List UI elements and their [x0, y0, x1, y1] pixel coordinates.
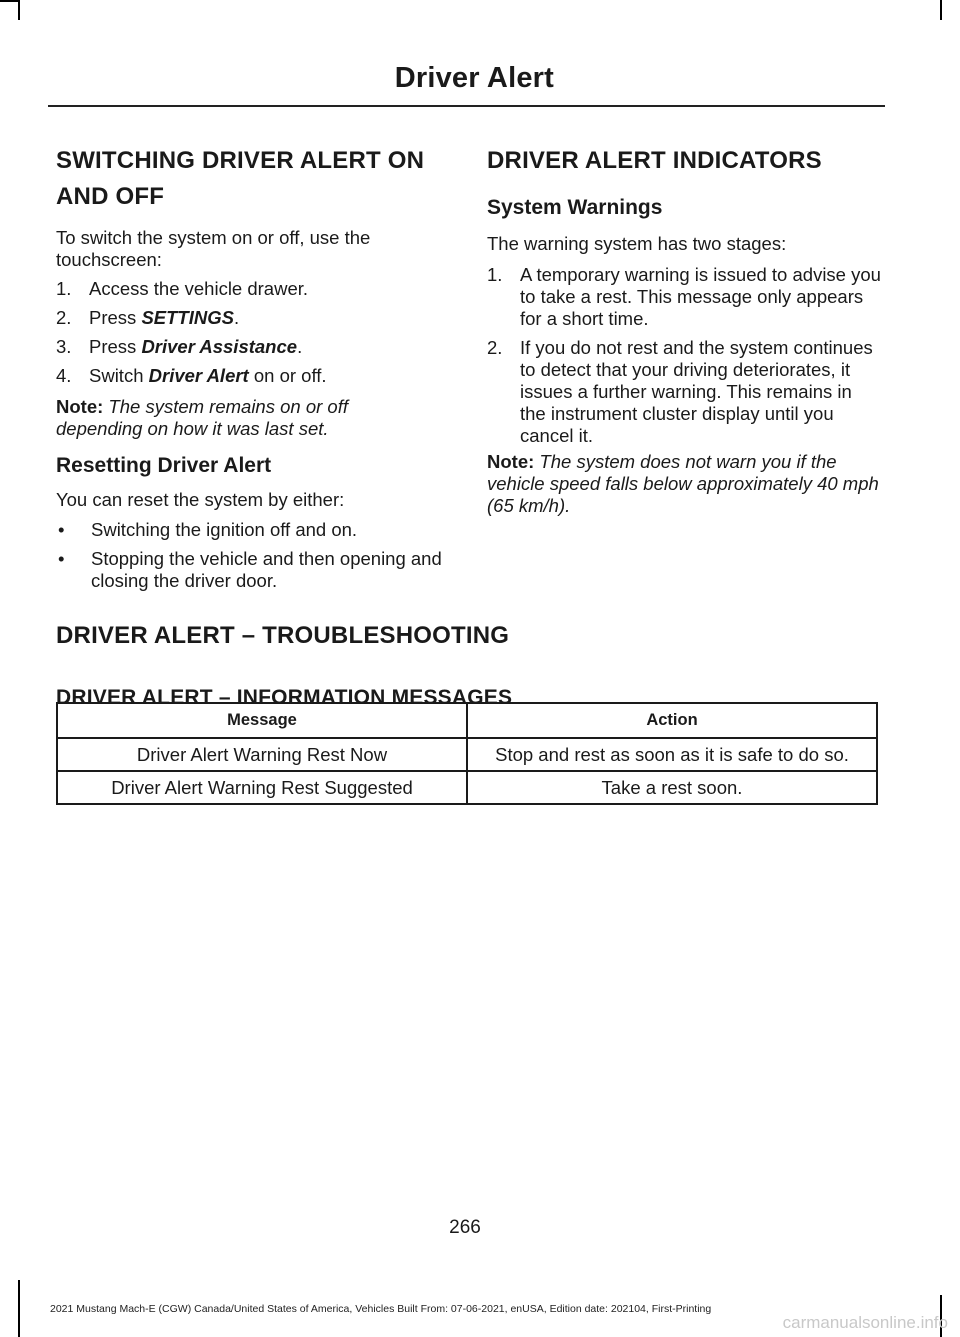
section-subtitle-info-messages: DRIVER ALERT – INFORMATION MESSAGES: [56, 686, 513, 709]
warnings-intro: The warning system has two stages:: [487, 233, 787, 254]
page-header-title: Driver Alert: [394, 62, 554, 94]
list-number: 1.: [56, 278, 72, 299]
list-number: 3.: [56, 336, 72, 357]
title-line-1: SWITCHING DRIVER ALERT ON: [56, 147, 425, 174]
list-item: [56, 548, 451, 592]
table-row: [57, 738, 877, 771]
bullet: •: [58, 548, 65, 569]
list-item: [487, 264, 882, 330]
table-cell: Take a rest soon.: [467, 771, 877, 804]
title-line-2: AND OFF: [56, 183, 165, 210]
note-label: Note:: [56, 396, 104, 417]
section-subtitle-warnings: System Warnings: [487, 196, 663, 219]
table-header-row: [57, 703, 877, 738]
list-text: Access the vehicle drawer.: [89, 278, 309, 299]
note-text: The system remains on or off depending on how it was last set.: [56, 396, 348, 439]
table-cell: Stop and rest as soon as it is safe to do so.: [467, 738, 877, 771]
warning-stages-list: [487, 264, 882, 447]
list-text: Stopping the vehicle and then opening and closing the driver door.: [91, 548, 442, 591]
list-number: 2.: [487, 337, 503, 358]
crop-mark: [18, 1280, 20, 1337]
crop-mark: [18, 0, 20, 20]
column-header-message: Message: [57, 703, 467, 738]
list-number: 1.: [487, 264, 503, 285]
watermark: carmanualsonline.info: [782, 1313, 948, 1332]
list-number: 2.: [56, 307, 72, 328]
header-divider: [48, 105, 885, 107]
list-text: Press SETTINGS.: [89, 307, 240, 328]
note-label: Note:: [487, 451, 535, 472]
column-header-action: Action: [467, 703, 877, 738]
table-cell: Driver Alert Warning Rest Suggested: [57, 771, 467, 804]
page-number: 266: [449, 1217, 481, 1238]
list-text: Switching the ignition off and on.: [91, 519, 358, 540]
table-cell: Driver Alert Warning Rest Now: [57, 738, 467, 771]
reset-bullets: [56, 519, 451, 592]
list-item: [56, 365, 451, 387]
section-title-indicators: DRIVER ALERT INDICATORS: [487, 147, 822, 174]
footer-text: 2021 Mustang Mach-E (CGW) Canada/United States of America, Vehicles Built From: 07-06-2021, enUSA, Edition date: 202104, First-Printing: [50, 1303, 712, 1315]
note: [487, 451, 882, 517]
list-item: [56, 307, 451, 329]
list-text: If you do not rest and the system continues to detect that your driving deteriorates, it issues a further warning. This remains in the instrument cluster display until you cancel it.: [520, 337, 873, 446]
list-item: [56, 278, 451, 300]
list-item: [56, 336, 451, 358]
crop-mark: [940, 0, 942, 20]
list-text: Press Driver Assistance.: [89, 336, 303, 357]
note: [56, 396, 416, 440]
section-title-switching: [56, 145, 456, 213]
steps-list: [56, 278, 451, 387]
list-item: [56, 519, 451, 541]
info-messages-table: [56, 702, 878, 805]
list-number: 4.: [56, 365, 72, 386]
intro-text: To switch the system on or off, use the touchscreen:: [56, 227, 371, 270]
reset-intro: You can reset the system by either:: [56, 489, 345, 510]
section-title-troubleshooting: DRIVER ALERT – TROUBLESHOOTING: [56, 622, 510, 649]
list-text: A temporary warning is issued to advise you to take a rest. This message only appears for a short time.: [520, 264, 881, 329]
list-text: Switch Driver Alert on or off.: [89, 365, 327, 386]
table-row: [57, 771, 877, 804]
section-title-resetting: Resetting Driver Alert: [56, 454, 272, 477]
note-text: The system does not warn you if the vehicle speed falls below approximately 40 mph (65 km/h).: [487, 451, 879, 516]
crop-mark: [0, 0, 18, 2]
list-item: [487, 337, 882, 447]
bullet: •: [58, 519, 65, 540]
